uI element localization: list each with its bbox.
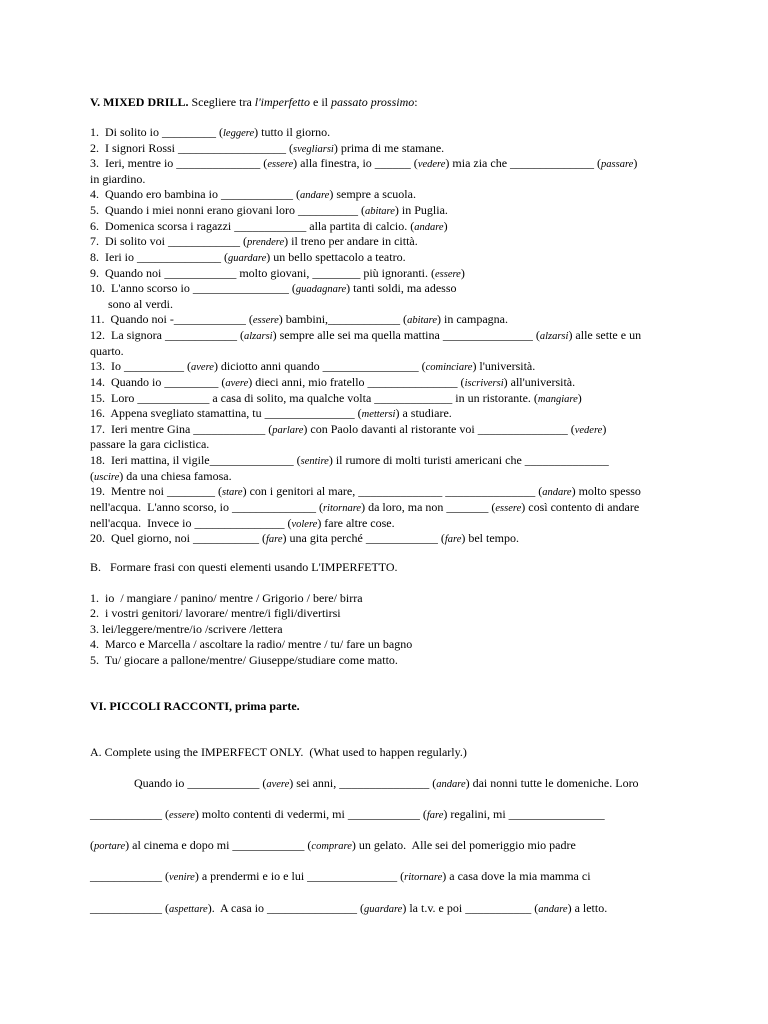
- verb-hint: fare: [266, 534, 283, 546]
- line-text: 9. Quando noi ____________ molto giovani, ________ più ignoranti. (: [90, 265, 435, 280]
- line-text: ) molto spesso: [571, 484, 641, 499]
- line-text: sono al verdi.: [90, 296, 173, 311]
- verb-hint: essere: [169, 810, 195, 821]
- verb-hint: andare: [538, 904, 568, 915]
- verb-hint: mettersi: [361, 409, 396, 421]
- verb-hint: parlare: [272, 424, 304, 436]
- line-text: ) fare altre cose.: [317, 515, 395, 530]
- line-text: ) da una chiesa famosa.: [119, 468, 232, 483]
- verb-hint: aspettare: [169, 904, 208, 915]
- drill-line: [90, 234, 418, 251]
- line-text: ) al cinema e dopo mi ____________ (: [125, 838, 312, 852]
- drill-line: [90, 359, 535, 376]
- verb-hint: guadagnare: [295, 284, 347, 296]
- line-text: 5. Quando i miei nonni erano giovani loro __________ (: [90, 203, 365, 218]
- line-text: ): [460, 265, 465, 280]
- drill-line: [90, 328, 641, 345]
- section-b-item: 2. i vostri genitori/ lavorare/ mentre/i figli/divertirsi: [90, 606, 341, 620]
- verb-hint: ritornare: [322, 502, 362, 514]
- line-text: ): [443, 218, 448, 233]
- line-text: ) tanti soldi, ma adesso: [346, 281, 457, 296]
- line-text: 8. Ieri io ______________ (: [90, 249, 228, 264]
- drill-line: [90, 250, 406, 267]
- section-v-text-mid: e il: [310, 95, 332, 109]
- line-text: (: [90, 468, 94, 483]
- line-text: Quando io ____________ (: [134, 776, 267, 790]
- line-text: ) a letto.: [567, 901, 608, 915]
- line-text: ) molto contenti di vedermi, mi ____________ (: [194, 807, 427, 821]
- drill-line: [90, 453, 609, 470]
- drill-line: [90, 312, 508, 329]
- line-text: 17. Ieri mentre Gina ____________ (: [90, 421, 273, 436]
- verb-hint: passare: [601, 159, 634, 171]
- line-text: (: [90, 838, 94, 852]
- verb-hint: avere: [225, 377, 249, 389]
- line-text: ) alla finestra, io ______ (: [293, 156, 418, 171]
- story-line: [90, 901, 607, 918]
- line-text: ) alle sette e un: [568, 328, 642, 343]
- line-text: 14. Quando io _________ (: [90, 374, 226, 389]
- verb-hint: abitare: [407, 315, 438, 327]
- line-text: ____________ (: [90, 901, 169, 915]
- line-text: 6. Domenica scorsa i ragazzi ____________ alla partita di calcio. (: [90, 218, 415, 233]
- drill-line: [90, 297, 173, 313]
- line-text: ) regalini, mi ________________: [443, 807, 605, 821]
- line-text: ) mia zia che ______________ (: [445, 156, 602, 171]
- section-v-colon: :: [414, 95, 418, 109]
- line-text: 1. Di solito io _________ (: [90, 125, 224, 139]
- verb-hint: essere: [495, 502, 522, 514]
- verb-hint: svegliarsi: [293, 143, 334, 155]
- line-text: 12. La signora ____________ (: [90, 328, 244, 343]
- drill-line: [90, 266, 465, 283]
- line-text: nell'acqua. Invece io _______________ (: [90, 515, 292, 530]
- verb-hint: essere: [434, 268, 461, 280]
- section-b-item: 4. Marco e Marcella / ascoltare la radio/ mentre / tu/ fare un bagno: [90, 637, 413, 651]
- line-text: 3. Ieri, mentre io ______________ (: [90, 156, 268, 171]
- verb-hint: andare: [436, 779, 466, 790]
- line-text: ) una gita perché ____________ (: [282, 531, 445, 546]
- verb-hint: uscire: [94, 471, 120, 483]
- line-text: ) sei anni, _______________ (: [289, 776, 437, 790]
- drill-line: [90, 125, 330, 142]
- line-text: ) in Puglia.: [394, 203, 448, 218]
- line-text: 20. Quel giorno, noi ___________ (: [90, 531, 266, 546]
- drill-line: [90, 187, 416, 204]
- line-text: 7. Di solito voi ____________ (: [90, 234, 248, 249]
- verb-hint: sentire: [300, 456, 329, 468]
- verb-hint: fare: [426, 810, 444, 821]
- line-text: 2. I signori Rossi __________________ (: [90, 140, 294, 155]
- line-text: ____________ (: [90, 869, 169, 883]
- verb-hint: guardare: [364, 904, 403, 915]
- verb-hint: stare: [221, 487, 243, 499]
- line-text: ): [602, 421, 607, 436]
- story-line: [134, 776, 639, 793]
- verb-hint: venire: [169, 872, 195, 883]
- drill-line: [90, 437, 209, 453]
- drill-line: [90, 484, 641, 501]
- drill-line: [90, 516, 395, 533]
- line-text: 11. Quando noi -____________ (: [90, 312, 253, 327]
- line-text: ) il treno per andare in città.: [284, 234, 418, 249]
- drill-line: [90, 344, 124, 360]
- line-text: 4. Quando ero bambina io ____________ (: [90, 187, 300, 202]
- line-text: 18. Ieri mattina, il vigile______________ (: [90, 453, 301, 468]
- drill-line: [90, 375, 575, 392]
- verb-hint: mangiare: [537, 393, 578, 405]
- story-line: [90, 807, 605, 824]
- line-text: 15. Loro ____________ a casa di solito, ma qualche volta _____________ in un ristorante. (: [90, 390, 538, 405]
- line-text: 19. Mentre noi ________ (: [90, 484, 222, 499]
- section-v-title: V. MIXED DRILL.: [90, 95, 189, 109]
- line-text: 13. Io __________ (: [90, 359, 191, 374]
- line-text: ) a casa dove la mia mamma ci: [442, 869, 591, 883]
- line-text: ) diciotto anni quando ________________ (: [213, 359, 426, 374]
- line-text: ) all'università.: [503, 374, 576, 389]
- line-text: ). A casa io _______________ (: [207, 901, 365, 915]
- line-text: ) a studiare.: [395, 406, 452, 421]
- drill-line: [90, 281, 457, 298]
- verb-hint: prendere: [247, 237, 285, 249]
- drill-line: [90, 469, 232, 486]
- drill-line: [90, 531, 519, 548]
- section-b-item: 3. lei/leggere/mentre/io /scrivere /lettera: [90, 622, 283, 636]
- line-text: 16. Appena svegliato stamattina, tu _______________ (: [90, 406, 362, 421]
- line-text: ) a prendermi e io e lui _______________ (: [194, 869, 405, 883]
- drill-line: [90, 500, 639, 517]
- line-text: ) tutto il giorno.: [254, 125, 331, 139]
- line-text: ) sempre a scuola.: [329, 187, 416, 202]
- story-line: [90, 869, 591, 886]
- drill-line: [90, 391, 582, 408]
- line-text: ) sempre alle sei ma quella mattina _______________ (: [272, 328, 540, 343]
- section-v-text: Scegliere tra: [188, 95, 255, 109]
- story-line: [90, 838, 576, 855]
- drill-line: [90, 219, 448, 236]
- line-text: ) bambini,____________ (: [278, 312, 408, 327]
- section-v-italic-2: passato prossimo: [331, 95, 415, 109]
- drill-line: [90, 406, 452, 423]
- section-v-italic-1: l'imperfetto: [254, 95, 311, 109]
- line-text: ): [633, 156, 638, 171]
- drill-line: [90, 422, 606, 439]
- verb-hint: ritornare: [404, 872, 443, 883]
- verb-hint: andare: [414, 221, 444, 233]
- verb-hint: leggere: [223, 128, 255, 139]
- section-vi-instruction: A. Complete using the IMPERFECT ONLY. (What used to happen regularly.): [90, 745, 467, 759]
- line-text: in giardino.: [90, 171, 146, 186]
- section-b-item: 1. io / mangiare / panino/ mentre / Grigorio / bere/ birra: [90, 591, 363, 605]
- drill-line: [90, 141, 444, 158]
- verb-hint: andare: [542, 487, 572, 499]
- line-text: ): [577, 390, 582, 405]
- line-text: ) prima di me stamane.: [333, 140, 445, 155]
- line-text: ____________ (: [90, 807, 169, 821]
- verb-hint: vedere: [417, 159, 446, 171]
- line-text: ) con Paolo davanti al ristorante voi _______________ (: [303, 421, 575, 436]
- verb-hint: fare: [444, 534, 462, 546]
- line-text: ) la t.v. e poi ___________ (: [402, 901, 539, 915]
- verb-hint: guardare: [227, 252, 267, 264]
- line-text: ) un gelato. Alle sei del pomeriggio mio padre: [351, 838, 576, 852]
- verb-hint: iscriversi: [464, 377, 504, 389]
- line-text: ) così contento di andare: [521, 499, 640, 514]
- line-text: ) dieci anni, mio fratello _______________ (: [248, 374, 465, 389]
- drill-line: [90, 203, 448, 220]
- line-text: ) con i genitori al mare, ______________ _______________ (: [242, 484, 543, 499]
- verb-hint: alzarsi: [539, 331, 569, 343]
- line-text: ) dai nonni tutte le domeniche. Loro: [465, 776, 639, 790]
- verb-hint: vedere: [574, 424, 603, 436]
- verb-hint: volere: [291, 518, 318, 530]
- verb-hint: comprare: [311, 841, 352, 852]
- line-text: passare la gara ciclistica.: [90, 437, 210, 452]
- line-text: ) un bello spettacolo a teatro.: [266, 249, 406, 264]
- section-vi-heading: VI. PICCOLI RACCONTI, prima parte.: [90, 699, 300, 713]
- verb-hint: essere: [252, 315, 279, 327]
- verb-hint: avere: [191, 362, 214, 374]
- section-b-item: 5. Tu/ giocare a pallone/mentre/ Giuseppe/studiare come matto.: [90, 653, 398, 667]
- verb-hint: abitare: [364, 206, 395, 218]
- verb-hint: cominciare: [425, 362, 473, 374]
- line-text: ) l'università.: [472, 359, 536, 374]
- line-text: nell'acqua. L'anno scorso, io ______________ (: [90, 499, 323, 514]
- line-text: quarto.: [90, 343, 124, 358]
- section-b-heading: B. Formare frasi con questi elementi usando L'IMPERFETTO.: [90, 560, 398, 574]
- verb-hint: avere: [266, 779, 290, 790]
- line-text: ) in campagna.: [437, 312, 508, 327]
- line-text: ) bel tempo.: [461, 531, 520, 546]
- drill-line: [90, 156, 637, 173]
- section-v-heading: [90, 95, 418, 111]
- drill-line: [90, 172, 145, 188]
- verb-hint: alzarsi: [243, 331, 273, 343]
- verb-hint: portare: [94, 841, 126, 852]
- verb-hint: andare: [299, 190, 330, 202]
- line-text: ) il rumore di molti turisti americani che ______________: [328, 453, 609, 468]
- line-text: 10. L'anno scorso io ________________ (: [90, 281, 296, 296]
- line-text: ) da loro, ma non _______ (: [361, 499, 496, 514]
- verb-hint: essere: [267, 159, 294, 171]
